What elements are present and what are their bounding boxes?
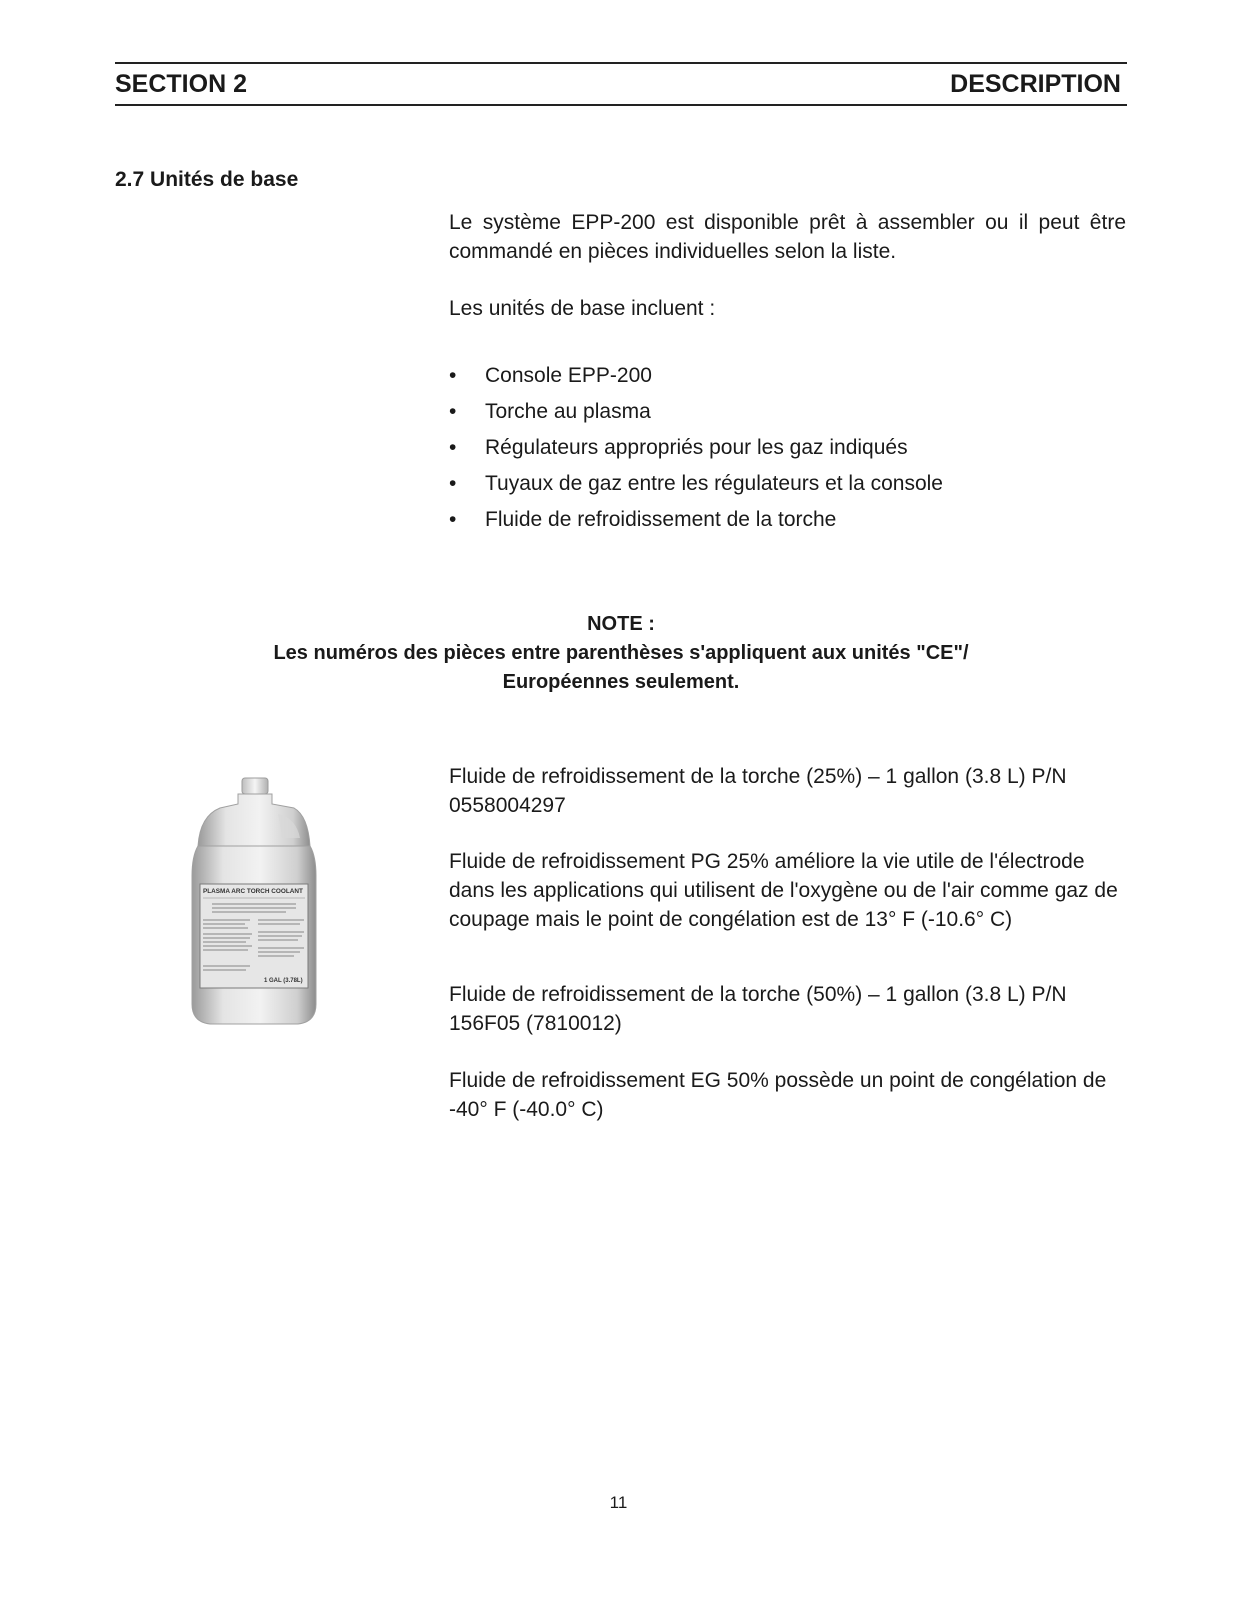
coolant-bottle-image	[190, 776, 318, 1026]
coolant-50-name: Fluide de refroidissement de la torche (50%) – 1 gallon (3.8 L) P/N 156F05 (7810012)	[449, 983, 1067, 1035]
coolant-50-description: Fluide de refroidissement EG 50% possède un point de congélation de -40° F (-40.0° C)	[449, 1069, 1107, 1121]
list-item-text: Console EPP-200	[485, 364, 652, 387]
header-section-label: SECTION 2	[115, 70, 247, 98]
note-line-1: Les numéros des pièces entre parenthèses s'appliquent aux unités "CE"/	[273, 642, 969, 664]
bottle-label-footer: 1 GAL (3.78L)	[264, 978, 303, 984]
bullet-icon: •	[449, 508, 457, 531]
coolant-25-description: Fluide de refroidissement PG 25% améliore la vie utile de l'électrode dans les applications qui utilisent de l'oxygène ou de l'air comme gaz de coupage mais le point de congélation est de 13° F (-10.6° C)	[449, 850, 1118, 931]
coolant-25-name: Fluide de refroidissement de la torche (25%) – 1 gallon (3.8 L) P/N 0558004297	[449, 765, 1067, 817]
note-block	[115, 610, 1127, 697]
section-title: 2.7 Unités de base	[115, 168, 299, 191]
bullet-icon: •	[449, 472, 457, 495]
list-item-text: Fluide de refroidissement de la torche	[485, 508, 837, 531]
intro-paragraph: Le système EPP-200 est disponible prêt à assembler ou il peut être commandé en pièces individuelles selon la liste.	[449, 211, 1126, 263]
bullet-icon: •	[449, 400, 457, 423]
note-line-2: Européennes seulement.	[502, 671, 740, 693]
list-item	[449, 466, 1126, 502]
list-item	[449, 502, 1126, 538]
list-item	[449, 394, 1126, 430]
bottle-label-title: PLASMA ARC TORCH COOLANT	[203, 888, 303, 895]
page-number: 11	[609, 1493, 628, 1512]
bullet-icon: •	[449, 364, 457, 387]
list-item-text: Régulateurs appropriés pour les gaz indiqués	[485, 436, 908, 459]
list-item-text: Torche au plasma	[485, 400, 651, 423]
list-item	[449, 430, 1126, 466]
included-items-list	[449, 358, 1126, 538]
list-item-text: Tuyaux de gaz entre les régulateurs et la console	[485, 472, 943, 495]
header-title: DESCRIPTION	[950, 70, 1121, 98]
note-heading: NOTE :	[587, 613, 655, 635]
page-header	[115, 62, 1127, 106]
list-item	[449, 358, 1126, 394]
bullet-icon: •	[449, 436, 457, 459]
includes-label: Les unités de base incluent :	[449, 297, 716, 320]
